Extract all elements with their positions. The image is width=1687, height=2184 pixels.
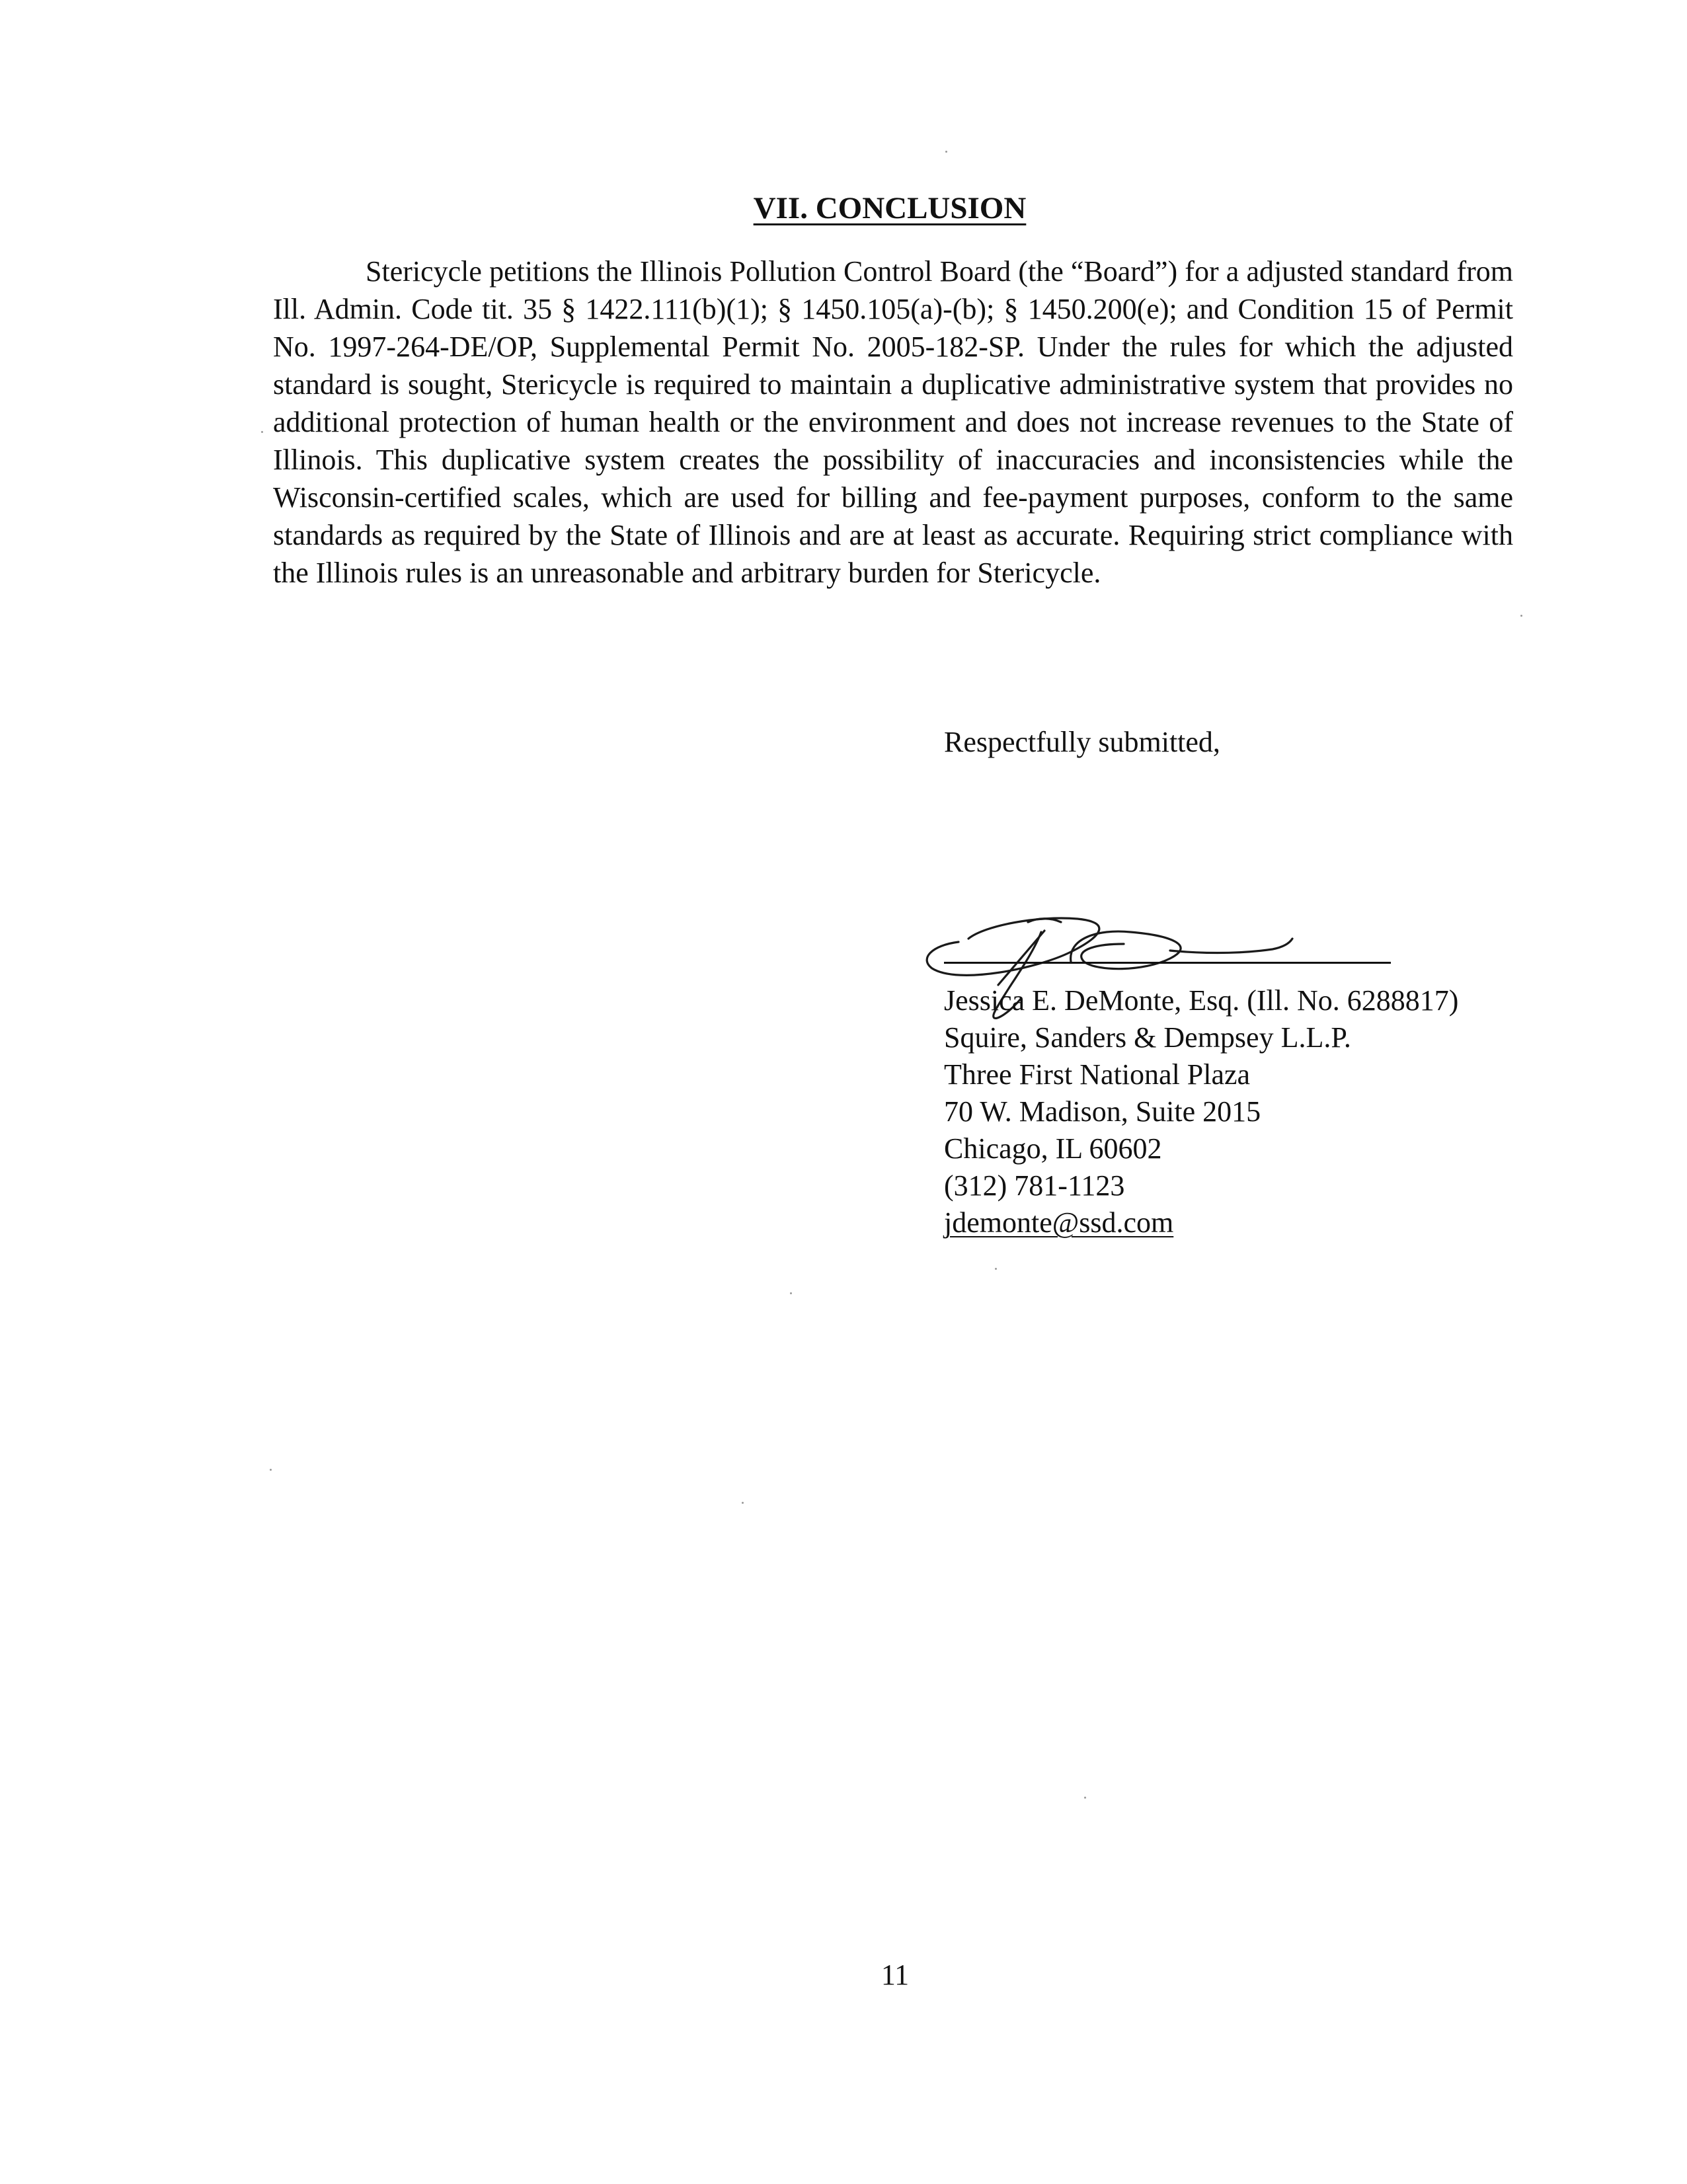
address-line-2: 70 W. Madison, Suite 2015 — [944, 1095, 1261, 1128]
scan-speck — [1520, 615, 1522, 617]
signature-line — [944, 962, 1391, 964]
phone-number: (312) 781-1123 — [944, 1169, 1125, 1202]
scan-speck — [790, 1292, 792, 1294]
conclusion-paragraph: Stericycle petitions the Illinois Pollution Control Board (the “Board”) for a adjusted standard from Ill. Admin. Code tit. 35 § 1422.111(b)(1); § 1450.105(a)-(b); § 1450.200(e); and Condition 15 of Permit No. 1997-264-DE/OP, Supplemental Permit No. 2005-182-SP. Under the rules for which the adjusted standard is sought, Stericycle is required to maintain a duplicative administrative system that provides no additional protection of human health or the environment and does not increase revenues to the State of Illinois. This duplicative system creates the possibility of inaccuracies and inconsistencies while the Wisconsin-certified scales, which are used for billing and fee-payment purposes, conform to the same standards as required by the State of Illinois and are at least as accurate. Requiring strict compliance with the Illinois rules is an unreasonable and arbitrary burden for Stericycle. — [273, 255, 1513, 589]
signature-block — [944, 982, 1458, 1241]
scan-speck — [261, 431, 263, 433]
section-heading: VII. CONCLUSION — [753, 191, 1027, 225]
law-firm: Squire, Sanders & Dempsey L.L.P. — [944, 1021, 1351, 1054]
scan-speck — [270, 1469, 272, 1471]
scan-speck — [1084, 1797, 1086, 1799]
scan-speck — [945, 151, 947, 153]
scan-speck — [742, 1502, 744, 1504]
address-line-1: Three First National Plaza — [944, 1058, 1251, 1091]
city-state-zip: Chicago, IL 60602 — [944, 1132, 1162, 1165]
closing-line: Respectfully submitted, — [944, 726, 1220, 758]
signer-name: Jessica E. DeMonte, Esq. (Ill. No. 6288817) — [944, 984, 1459, 1017]
page-number: 11 — [881, 1959, 910, 1991]
scan-speck — [995, 1268, 997, 1270]
email-link[interactable]: jdemonte@ssd.com — [944, 1206, 1174, 1239]
